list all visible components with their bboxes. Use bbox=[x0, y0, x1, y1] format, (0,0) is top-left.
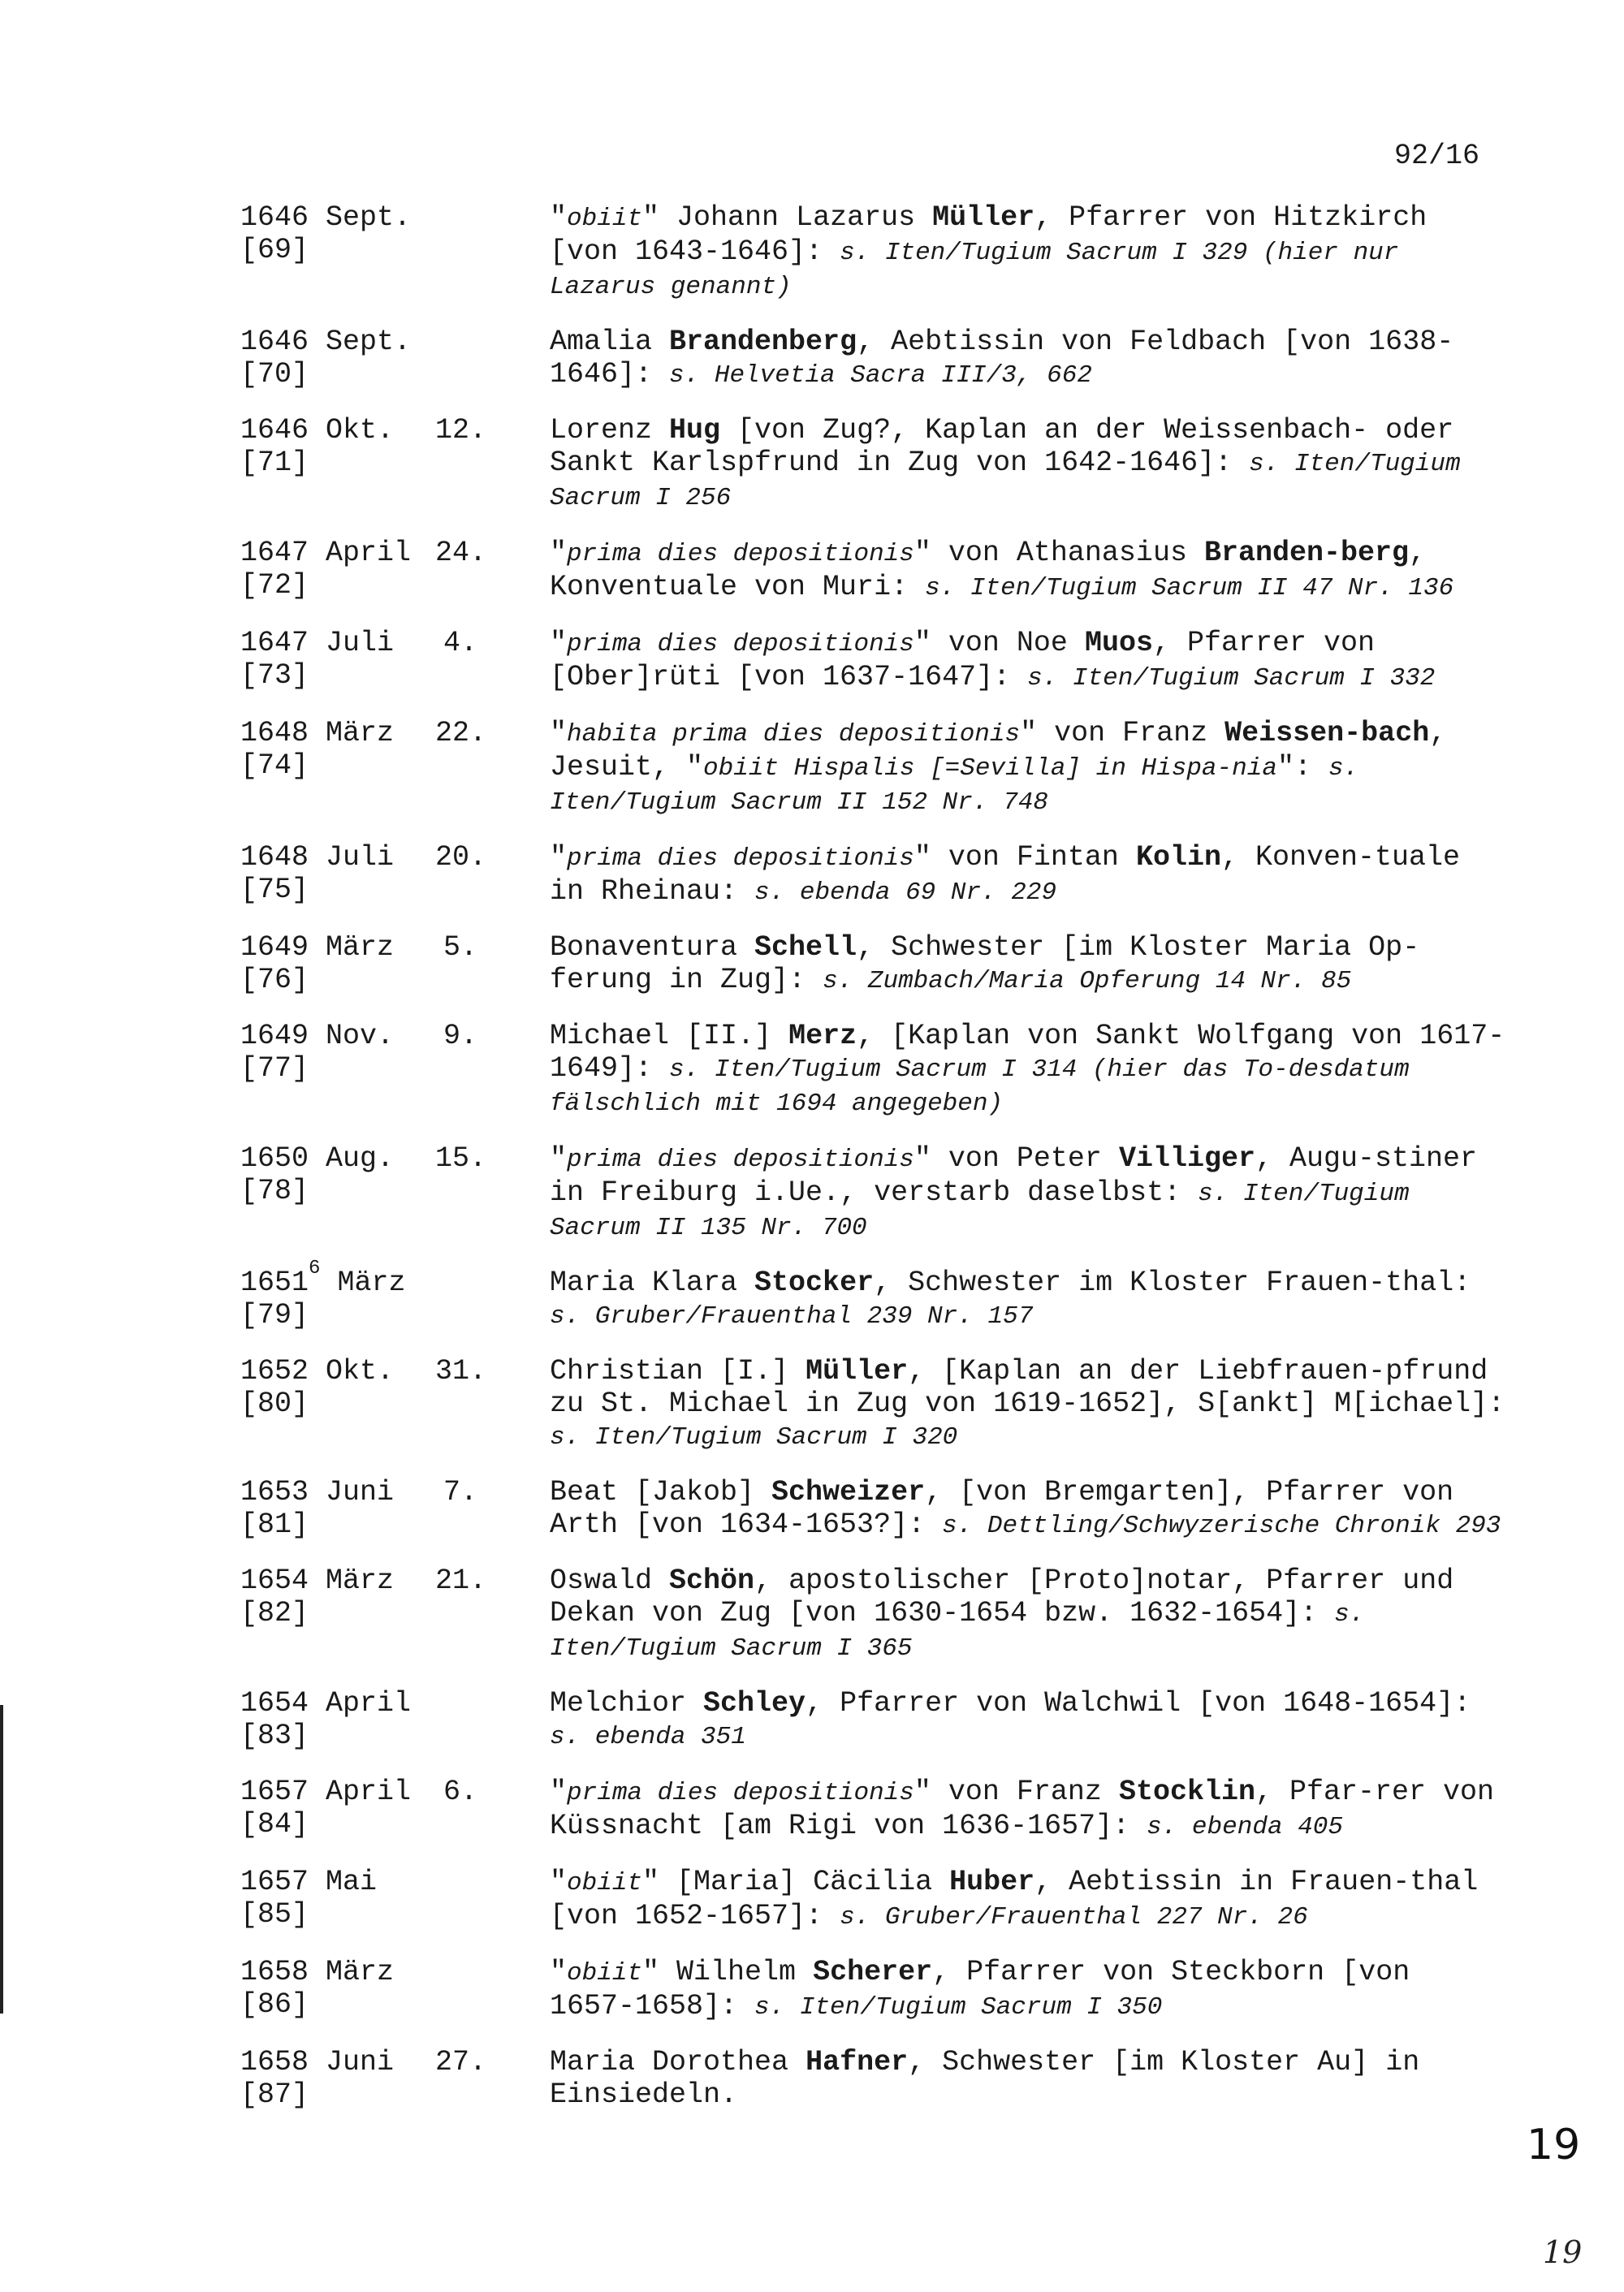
entry-text-segment: , Aebtissin von Feldbach [von 1638-1646]: bbox=[550, 326, 1454, 391]
citation-text: s. Iten/Tugium Sacrum I 314 (hier das To-desdatum fälschlich mit 1694 angegeben) bbox=[550, 1055, 1410, 1118]
footnote-marker: 6 bbox=[309, 1258, 321, 1280]
entry-text-segment: , Schwester [im Kloster Maria Op-ferung in Zug]: bbox=[550, 931, 1420, 996]
entry bbox=[240, 414, 1507, 515]
entry-year: 1657 bbox=[240, 1776, 309, 1808]
entry-text-segment: , Konven-tuale in Rheinau: bbox=[550, 841, 1461, 908]
entry-text bbox=[550, 717, 1507, 819]
entry-reference-number: [80] bbox=[240, 1388, 309, 1420]
entry-text bbox=[550, 1267, 1507, 1333]
entry-text-segment: " bbox=[550, 1142, 568, 1175]
entry-reference-number: [77] bbox=[240, 1052, 309, 1085]
entry-text-segment: " Wilhelm bbox=[642, 1956, 814, 1988]
entry-text-segment: , [Kaplan von Sankt Wolfgang von 1617-1649]: bbox=[550, 1020, 1505, 1085]
entry-year: 1649 bbox=[240, 1020, 309, 1052]
entry-text-segment: Christian [I.] bbox=[550, 1355, 806, 1388]
entry-date-column bbox=[240, 931, 516, 996]
entry-text-segment: " von Franz bbox=[914, 1776, 1119, 1808]
entry-reference-number: [71] bbox=[240, 447, 309, 479]
surname: Stocker bbox=[754, 1267, 875, 1299]
entry-reference-number: [74] bbox=[240, 749, 309, 782]
entry-day: 20. bbox=[435, 841, 487, 874]
entry-day: 4. bbox=[443, 627, 477, 659]
entry-date-column bbox=[240, 1776, 516, 1841]
citation-text: s. Iten/Tugium Sacrum I 350 bbox=[754, 1993, 1163, 2022]
scan-edge-mark bbox=[0, 1705, 3, 2014]
citation-text: obiit bbox=[567, 1959, 643, 1988]
entry-month: Juni bbox=[326, 1476, 395, 1509]
entry-text bbox=[550, 931, 1507, 998]
surname: Huber bbox=[949, 1866, 1035, 1898]
surname: Villiger bbox=[1118, 1142, 1255, 1175]
entry-text-segment: Oswald bbox=[550, 1565, 670, 1597]
entry-day: 5. bbox=[443, 931, 477, 964]
entry-text-segment: , Pfarrer von [Ober]rüti [von 1637-1647]: bbox=[550, 627, 1375, 693]
entry-year: 1646 bbox=[240, 326, 309, 358]
entry-year: 1658 bbox=[240, 2046, 309, 2078]
citation-text: s. Iten/Tugium Sacrum II 47 Nr. 136 bbox=[925, 574, 1454, 602]
entry-text-segment: , apostolischer [Proto]notar, Pfarrer und Dekan von Zug [von 1630-1654 bzw. 1632-1654]: bbox=[550, 1565, 1454, 1629]
entry-year: 1651 bbox=[240, 1267, 309, 1299]
entry-day: 6. bbox=[443, 1776, 477, 1808]
entry bbox=[240, 1956, 1507, 2024]
entry bbox=[240, 1776, 1507, 1844]
entry-year: 1653 bbox=[240, 1476, 309, 1509]
citation-text: s. ebenda 69 Nr. 229 bbox=[754, 878, 1057, 907]
entry-date-column bbox=[240, 1258, 516, 1332]
entry-year: 1647 bbox=[240, 537, 309, 569]
entry-month: Juni bbox=[326, 2046, 395, 2078]
surname: Schweizer bbox=[771, 1476, 926, 1509]
entry-reference-number: [73] bbox=[240, 659, 309, 692]
entry-text-segment: " von Franz bbox=[1020, 717, 1225, 749]
entry-text-segment: , Pfarrer von Steckborn [von 1657-1658]: bbox=[550, 1956, 1410, 2022]
entry-text-segment: " von Athanasius bbox=[914, 537, 1204, 569]
entry bbox=[240, 201, 1507, 304]
entry-date-column bbox=[240, 201, 516, 266]
surname: Brandenberg bbox=[669, 326, 857, 358]
entry-text-segment: , [von Bremgarten], Pfarrer von Arth [von 1634-1653?]: bbox=[550, 1476, 1454, 1541]
entry-text-segment: Maria Klara bbox=[550, 1267, 755, 1299]
entry-year: 1658 bbox=[240, 1956, 309, 1988]
surname: Müller bbox=[806, 1355, 909, 1388]
entry-reference-number: [84] bbox=[240, 1808, 309, 1841]
entry-day: 7. bbox=[443, 1476, 477, 1509]
entry-month: Aug. bbox=[326, 1142, 395, 1175]
entry-text-segment: Amalia bbox=[550, 326, 670, 358]
entry-reference-number: [81] bbox=[240, 1509, 309, 1541]
entry-date-column bbox=[240, 1956, 516, 2021]
entry-month: Juli bbox=[326, 627, 395, 659]
citation-text: s. Iten/Tugium Sacrum I 365 bbox=[550, 1600, 1365, 1663]
surname: Scherer bbox=[813, 1956, 933, 1988]
entry-reference-number: [85] bbox=[240, 1898, 309, 1931]
entry-year: 1657 bbox=[240, 1866, 309, 1898]
entry-reference-number: [69] bbox=[240, 234, 309, 266]
entry-day: 15. bbox=[435, 1142, 487, 1175]
citation-text: habita prima dies depositionis bbox=[567, 720, 1021, 749]
entry-date-column bbox=[240, 1565, 516, 1629]
entry-text-segment: " bbox=[550, 841, 568, 874]
citation-text: s. Zumbach/Maria Opferung 14 Nr. 85 bbox=[823, 967, 1352, 995]
surname: Hug bbox=[669, 414, 721, 447]
citation-text: s. Gruber/Frauenthal 227 Nr. 26 bbox=[840, 1903, 1308, 1932]
entry-year: 1652 bbox=[240, 1355, 309, 1388]
entry-text bbox=[550, 1020, 1507, 1120]
entry-text-segment: Michael [II.] bbox=[550, 1020, 789, 1052]
entry-text bbox=[550, 1687, 1507, 1754]
entry-day: 12. bbox=[435, 414, 487, 447]
entry-date-column bbox=[240, 2046, 516, 2111]
entry-date-column bbox=[240, 414, 516, 479]
citation-text: obiit Hispalis [=Sevilla] in Hispa-nia bbox=[703, 754, 1277, 783]
entry-reference-number: [70] bbox=[240, 358, 309, 391]
entry-reference-number: [75] bbox=[240, 874, 309, 906]
entry bbox=[240, 841, 1507, 909]
entry bbox=[240, 627, 1507, 695]
page-number: 92/16 bbox=[1393, 140, 1479, 172]
entry-year: 1648 bbox=[240, 841, 309, 874]
entry-date-column bbox=[240, 841, 516, 906]
entry-text-segment: Beat [Jakob] bbox=[550, 1476, 772, 1509]
entry-year: 1649 bbox=[240, 931, 309, 964]
entry bbox=[240, 326, 1507, 392]
entry-month: April bbox=[326, 1687, 412, 1720]
entry bbox=[240, 2046, 1507, 2111]
entry-year: 1646 bbox=[240, 414, 309, 447]
entry-date-column bbox=[240, 1866, 516, 1931]
entry-month: Sept. bbox=[326, 201, 412, 234]
entry-text-segment: " bbox=[550, 1866, 568, 1898]
citation-text: obiit bbox=[567, 205, 643, 233]
entry-text bbox=[550, 414, 1507, 515]
entry-text-segment: " von Fintan bbox=[914, 841, 1136, 874]
entry-text-segment: Maria Dorothea bbox=[550, 2046, 806, 2078]
surname: Weissen-bach bbox=[1224, 717, 1430, 749]
entry-text-segment: , Pfar-rer von Küssnacht [am Rigi von 1636-1657]: bbox=[550, 1776, 1495, 1842]
entry-text bbox=[550, 1776, 1507, 1844]
handwritten-page-number-small: 19 bbox=[1543, 2234, 1583, 2270]
entry-month: März bbox=[326, 1956, 395, 1988]
citation-text: s. Iten/Tugium Sacrum I 320 bbox=[550, 1423, 958, 1452]
entry-month: März bbox=[326, 1565, 395, 1597]
entry-text-segment: Melchior bbox=[550, 1687, 704, 1720]
entry-text-segment: " bbox=[550, 537, 568, 569]
entry-text bbox=[550, 841, 1507, 909]
entry-text-segment: " bbox=[550, 1776, 568, 1808]
entry-date-column bbox=[240, 1355, 516, 1420]
entry-reference-number: [79] bbox=[240, 1299, 309, 1332]
entry-text-segment: , Pfarrer von Hitzkirch [von 1643-1646]: bbox=[550, 201, 1427, 268]
citation-text: s. Iten/Tugium Sacrum II 152 Nr. 748 bbox=[550, 754, 1359, 817]
entry-day: 27. bbox=[435, 2046, 487, 2078]
entry-month: März bbox=[337, 1267, 406, 1299]
entry-month: Nov. bbox=[326, 1020, 395, 1052]
entry-text-segment: " bbox=[550, 1956, 568, 1988]
entry-date-column bbox=[240, 1142, 516, 1207]
entry-reference-number: [76] bbox=[240, 964, 309, 996]
entry-text bbox=[550, 201, 1507, 304]
citation-text: s. Iten/Tugium Sacrum I 256 bbox=[550, 450, 1461, 512]
entry-text bbox=[550, 537, 1507, 605]
entry-reference-number: [78] bbox=[240, 1175, 309, 1207]
surname: Schley bbox=[703, 1687, 806, 1720]
entry-date-column bbox=[240, 1476, 516, 1541]
surname: Müller bbox=[932, 201, 1035, 234]
entry bbox=[240, 717, 1507, 819]
entry-text bbox=[550, 326, 1507, 392]
entry-month: Mai bbox=[326, 1866, 378, 1898]
citation-text: s. Iten/Tugium Sacrum I 329 (hier nur Lazarus genannt) bbox=[550, 239, 1399, 301]
citation-text: s. Dettling/Schwyzerische Chronik 293 bbox=[942, 1512, 1501, 1540]
entry-year: 1650 bbox=[240, 1142, 309, 1175]
entry bbox=[240, 537, 1507, 605]
entry bbox=[240, 1476, 1507, 1543]
entry-text-segment: ": bbox=[1276, 751, 1328, 783]
entry bbox=[240, 1142, 1507, 1245]
entry bbox=[240, 1258, 1507, 1333]
entry-text-segment: [von Zug?, Kaplan an der Weissenbach- oder Sankt Karlspfrund in Zug von 1642-1646]: bbox=[550, 414, 1454, 479]
citation-text: prima dies depositionis bbox=[567, 1779, 914, 1807]
entry-reference-number: [82] bbox=[240, 1597, 309, 1629]
entry bbox=[240, 931, 1507, 998]
entry-year: 1654 bbox=[240, 1565, 309, 1597]
entry-text-segment: , [Kaplan an der Liebfrauen-pfrund zu St. Michael in Zug von 1619-1652], S[ankt] M[ichael]: bbox=[550, 1355, 1505, 1420]
entry bbox=[240, 1020, 1507, 1120]
entry-month: März bbox=[326, 717, 395, 749]
entry-text bbox=[550, 1476, 1507, 1543]
entry-text-segment: , Schwester [im Kloster Au] in Einsiedeln. bbox=[550, 2046, 1420, 2111]
entry-text-segment: " Johann Lazarus bbox=[642, 201, 933, 234]
citation-text: s. Gruber/Frauenthal 239 Nr. 157 bbox=[550, 1302, 1034, 1331]
entry bbox=[240, 1565, 1507, 1665]
entry-month: April bbox=[326, 537, 412, 569]
surname: Muos bbox=[1084, 627, 1153, 659]
entry-text bbox=[550, 1355, 1507, 1454]
entry-month: Sept. bbox=[326, 326, 412, 358]
entry-day: 21. bbox=[435, 1565, 487, 1597]
citation-text: prima dies depositionis bbox=[567, 630, 914, 658]
entry-year: 1654 bbox=[240, 1687, 309, 1720]
entry-text-segment: Lorenz bbox=[550, 414, 670, 447]
entry-text bbox=[550, 1565, 1507, 1665]
entry-month: Juli bbox=[326, 841, 395, 874]
citation-text: s. ebenda 351 bbox=[550, 1723, 746, 1751]
citation-text: s. Iten/Tugium Sacrum II 135 Nr. 700 bbox=[550, 1180, 1410, 1242]
entry-text-segment: Bonaventura bbox=[550, 931, 755, 964]
entry-month: März bbox=[326, 931, 395, 964]
citation-text: s. Iten/Tugium Sacrum I 332 bbox=[1027, 664, 1436, 693]
entry-text-segment: " von Peter bbox=[914, 1142, 1119, 1175]
entry-text-segment: " bbox=[550, 627, 568, 659]
entry-date-column bbox=[240, 717, 516, 782]
entry-text-segment: " bbox=[550, 717, 568, 749]
entry-month: April bbox=[326, 1776, 412, 1808]
citation-text: s. ebenda 405 bbox=[1147, 1813, 1343, 1841]
entry-text bbox=[550, 627, 1507, 695]
surname: Schell bbox=[754, 931, 857, 964]
entry-text-segment: , Jesuit, " bbox=[550, 717, 1447, 783]
citation-text: prima dies depositionis bbox=[567, 844, 914, 873]
surname: Schön bbox=[669, 1565, 755, 1597]
entry-text-segment: , Aebtissin in Frauen-thal [von 1652-1657]: bbox=[550, 1866, 1479, 1932]
entry-reference-number: [72] bbox=[240, 569, 309, 602]
entry-year: 1646 bbox=[240, 201, 309, 234]
citation-text: s. Helvetia Sacra III/3, 662 bbox=[669, 361, 1092, 390]
entry-text-segment: " bbox=[550, 201, 568, 234]
entry-date-column bbox=[240, 1687, 516, 1752]
entry-month: Okt. bbox=[326, 1355, 395, 1388]
entry bbox=[240, 1355, 1507, 1454]
entry-date-column bbox=[240, 537, 516, 602]
entry-date-column bbox=[240, 1020, 516, 1085]
entry-list bbox=[240, 201, 1507, 2133]
entry-text bbox=[550, 1866, 1507, 1934]
entry-day: 31. bbox=[435, 1355, 487, 1388]
surname: Stocklin bbox=[1118, 1776, 1255, 1808]
surname: Kolin bbox=[1135, 841, 1221, 874]
citation-text: prima dies depositionis bbox=[567, 1146, 914, 1174]
surname: Branden-berg bbox=[1203, 537, 1409, 569]
entry-text bbox=[550, 2046, 1507, 2111]
entry-text-segment: , Schwester im Kloster Frauen-thal: bbox=[874, 1267, 1471, 1299]
entry-text-segment: " [Maria] Cäcilia bbox=[642, 1866, 950, 1898]
entry-date-column bbox=[240, 627, 516, 692]
entry-day: 9. bbox=[443, 1020, 477, 1052]
entry-reference-number: [86] bbox=[240, 1988, 309, 2021]
entry-text bbox=[550, 1142, 1507, 1245]
entry-text-segment: " von Noe bbox=[914, 627, 1085, 659]
entry-day: 24. bbox=[435, 537, 487, 569]
entry bbox=[240, 1866, 1507, 1934]
entry-text-segment: , Pfarrer von Walchwil [von 1648-1654]: bbox=[806, 1687, 1471, 1720]
entry-date-column bbox=[240, 326, 516, 391]
entry-reference-number: [83] bbox=[240, 1720, 309, 1752]
entry-day: 22. bbox=[435, 717, 487, 749]
entry-text-segment: , Augu-stiner in Freiburg i.Ue., verstarb daselbst: bbox=[550, 1142, 1478, 1209]
citation-text: prima dies depositionis bbox=[567, 540, 914, 568]
entry bbox=[240, 1687, 1507, 1754]
surname: Hafner bbox=[806, 2046, 909, 2078]
entry-text-segment: , Konventuale von Muri: bbox=[550, 537, 1427, 603]
entry-year: 1647 bbox=[240, 627, 309, 659]
entry-reference-number: [87] bbox=[240, 2078, 309, 2111]
citation-text: obiit bbox=[567, 1869, 643, 1897]
entry-text bbox=[550, 1956, 1507, 2024]
handwritten-page-number: 19 bbox=[1527, 2121, 1581, 2169]
surname: Merz bbox=[788, 1020, 857, 1052]
entry-year: 1648 bbox=[240, 717, 309, 749]
entry-month: Okt. bbox=[326, 414, 395, 447]
